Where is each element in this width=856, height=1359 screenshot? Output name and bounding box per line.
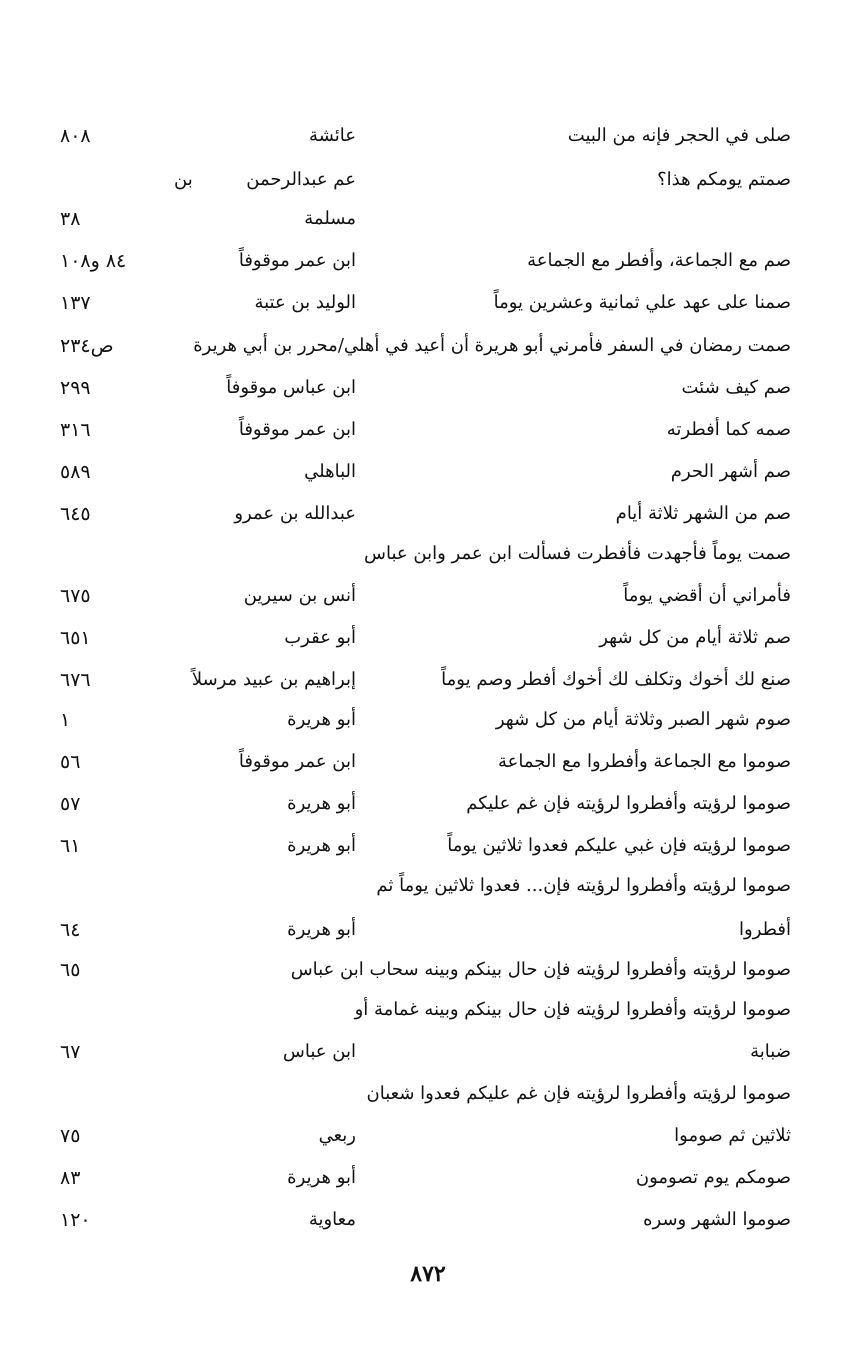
narrator-name: ابن عباس xyxy=(282,1041,356,1062)
page-reference: ٥٦ xyxy=(60,751,81,773)
index-entry xyxy=(0,1032,856,1072)
index-entry xyxy=(0,452,856,492)
hadith-text: أفطروا xyxy=(739,919,791,940)
index-entry xyxy=(0,950,856,990)
index-entry xyxy=(0,283,856,323)
hadith-text: صلى في الحجر فإنه من البيت xyxy=(567,125,791,146)
narrator-name: أبو عقرب xyxy=(284,627,356,648)
narrator-name: ابن عمر موقوفاً xyxy=(238,250,356,271)
hadith-text: صم مع الجماعة، وأفطر مع الجماعة xyxy=(527,250,791,271)
page-reference: ٦٧٦ xyxy=(60,669,91,691)
narrator-name: أبو هريرة xyxy=(287,919,356,940)
page-reference xyxy=(60,1074,170,1114)
index-entry xyxy=(0,368,856,408)
narrator-name: الباهلي xyxy=(304,461,356,482)
hadith-text: صوم شهر الصبر وثلاثة أيام من كل شهر xyxy=(495,709,791,730)
index-entry xyxy=(0,410,856,450)
hadith-text: صوموا الشهر وسره xyxy=(643,1209,791,1230)
narrator-name: عائشة xyxy=(309,125,356,146)
narrator-name: معاوية xyxy=(308,1209,356,1230)
page-reference: ٨٠٨ xyxy=(60,125,91,147)
hadith-text: فأمراني أن أقضي يوماً xyxy=(623,585,791,606)
index-entry xyxy=(0,116,856,156)
hadith-text: صومكم يوم تصومون xyxy=(635,1167,791,1188)
hadith-text: صوموا لرؤيته فإن غبي عليكم فعدوا ثلاثين يوماً xyxy=(447,835,791,856)
narrator-name: أبو هريرة xyxy=(287,1167,356,1188)
page-reference: ٥٧ xyxy=(60,793,81,815)
index-entry xyxy=(0,1200,856,1240)
hadith-text: صم من الشهر ثلاثة أيام xyxy=(615,503,791,524)
page-reference xyxy=(60,160,170,200)
index-entry xyxy=(0,1074,856,1114)
narrator-name: ربعي xyxy=(318,1125,356,1146)
narrator-name: الوليد بن عتبة xyxy=(254,292,356,313)
page-reference: ٦٤٥ xyxy=(60,503,91,525)
hadith-text: ثلاثين ثم صوموا xyxy=(674,1125,791,1146)
hadith-text: صم أشهر الحرم xyxy=(670,461,791,482)
page-reference xyxy=(60,866,170,906)
hadith-text-full: صوموا لرؤيته وأفطروا لرؤيته فإن غم عليكم فعدوا شعبان xyxy=(366,1083,791,1104)
hadith-text-full: صوموا لرؤيته وأفطروا لرؤيته فإن... فعدوا ثلاثين يوماً ثم xyxy=(376,875,791,896)
index-entry xyxy=(0,742,856,782)
page-reference: ١٣٧ xyxy=(60,292,91,314)
index-entry xyxy=(0,160,856,200)
index-entry xyxy=(0,700,856,740)
hadith-text-full: صوموا لرؤيته وأفطروا لرؤيته فإن حال بينكم وبينه سحاب ابن عباس xyxy=(290,959,791,980)
hadith-text: صنع لك أخوك وتكلف لك أخوك أفطر وصم يوماً xyxy=(441,669,791,690)
index-entry xyxy=(0,326,856,366)
page-reference: ٦٥١ xyxy=(60,627,91,649)
page-reference: ٦٤ xyxy=(60,919,81,941)
hadith-text: صوموا لرؤيته وأفطروا لرؤيته فإن غم عليكم xyxy=(466,793,791,814)
page-reference: ٦٥ xyxy=(60,959,81,981)
hadith-text-full: صمت رمضان في السفر فأمرني أبو هريرة أن أعيد في أهلي/محرر بن أبي هريرة xyxy=(193,335,791,356)
page-reference: ٧٥ xyxy=(60,1125,81,1147)
narrator-name: مسلمة xyxy=(304,208,356,229)
hadith-text: ضبابة xyxy=(750,1041,791,1062)
hadith-text-full: صوموا لرؤيته وأفطروا لرؤيته فإن حال بينكم وبينه غمامة أو xyxy=(354,999,791,1020)
page-reference: ٢٩٩ xyxy=(60,377,91,399)
index-entry xyxy=(0,826,856,866)
narrator-name: أبو هريرة xyxy=(287,793,356,814)
hadith-text: صم كيف شئت xyxy=(681,377,791,398)
page-reference: ٦١ xyxy=(60,835,81,857)
index-entry xyxy=(0,660,856,700)
page-reference xyxy=(60,990,170,1030)
narrator-name: إبراهيم بن عبيد مرسلاً xyxy=(191,669,356,690)
index-entry xyxy=(0,199,856,239)
page-reference: ٨٤ و١٠٨ xyxy=(60,250,127,272)
narrator-name: أنس بن سيرين xyxy=(243,585,356,606)
index-entry xyxy=(0,866,856,906)
hadith-text-full: صمت يوماً فأجهدت فأفطرت فسألت ابن عمر وابن عباس xyxy=(364,543,791,564)
page-number: ٨٧٢ xyxy=(410,1261,446,1287)
page-reference: ٦٧٥ xyxy=(60,585,91,607)
index-entry xyxy=(0,494,856,534)
index-entry xyxy=(0,1158,856,1198)
narrator-name: ابن عمر موقوفاً xyxy=(238,419,356,440)
index-entry xyxy=(0,1116,856,1156)
narrator-name: ابن عباس موقوفاً xyxy=(226,377,356,398)
index-entry xyxy=(0,784,856,824)
hadith-text: صمه كما أفطرته xyxy=(666,419,791,440)
page-reference: ٦٧ xyxy=(60,1041,81,1063)
index-entry xyxy=(0,910,856,950)
narrator-name: ابن عمر موقوفاً xyxy=(238,751,356,772)
page-reference: ٥٨٩ xyxy=(60,461,91,483)
hadith-text xyxy=(371,199,791,239)
page-reference: ١ xyxy=(60,709,71,731)
index-entry xyxy=(0,576,856,616)
page-reference: ٣٨ xyxy=(60,208,81,230)
hadith-text: صوموا مع الجماعة وأفطروا مع الجماعة xyxy=(497,751,791,772)
index-entry xyxy=(0,534,856,574)
narrator-name: عم عبدالرحمن xyxy=(246,169,356,190)
hadith-text: صم ثلاثة أيام من كل شهر xyxy=(599,627,791,648)
narrator-name: عبدالله بن عمرو xyxy=(234,503,356,524)
hadith-text: صمتم يومكم هذا؟ xyxy=(657,169,791,190)
page-reference: ٨٣ xyxy=(60,1167,81,1189)
page-reference xyxy=(60,534,170,574)
index-entry xyxy=(0,990,856,1030)
page-reference: ص٢٣٤ xyxy=(60,335,114,357)
narrator-continuation: بن xyxy=(174,169,193,190)
narrator-name: أبو هريرة xyxy=(287,709,356,730)
hadith-text: صمنا على عهد علي ثمانية وعشرين يوماً xyxy=(493,292,791,313)
narrator-name: أبو هريرة xyxy=(287,835,356,856)
index-entry xyxy=(0,241,856,281)
page-reference: ٣١٦ xyxy=(60,419,91,441)
page-reference: ١٢٠ xyxy=(60,1209,91,1231)
index-entry xyxy=(0,618,856,658)
